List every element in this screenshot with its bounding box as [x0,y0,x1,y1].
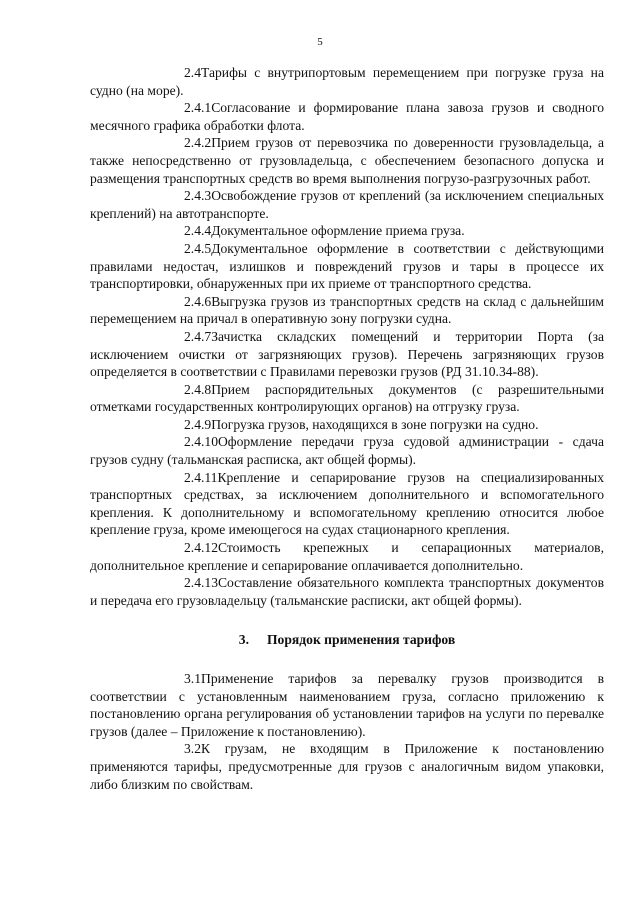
clause-text: Погрузка грузов, находящихся в зоне погрузки на судно. [211,416,539,432]
clause-number: 2.4.2 [184,135,212,151]
clause-paragraph [90,328,604,381]
clause-paragraph [90,293,604,328]
clause-paragraph [90,574,604,609]
clause-number: 2.4.11 [184,469,218,485]
clause-text: Применение тарифов за перевалку грузов производится в соответствии с установленным наименованием груза, согласно приложению к постановлению органа регулирования об установлении тарифов на услуги по перевалке грузов (далее – Приложение к постановлению). [90,671,604,739]
clause-text: Документальное оформление приема груза. [211,223,465,239]
clause-number: 2.4.1 [184,100,212,116]
clause-number: 2.4.5 [184,240,212,256]
clause-text: Выгрузка грузов из транспортных средств на склад с дальнейшим перемещением на причал в оперативную зону погрузки судна. [90,293,604,327]
clause-number: 2.4.3 [184,188,212,204]
clause-paragraph [90,134,604,187]
section-heading [90,631,604,649]
clause-paragraph [90,381,604,416]
clause-text: Освобождение грузов от креплений (за исключением специальных креплений) на автотранспорте. [90,188,604,221]
section-title: Порядок применения тарифов [266,632,456,648]
page-number: 5 [317,36,323,48]
clause-paragraph [90,469,604,539]
clause-number: 2.4.10 [184,434,218,450]
clause-number: 3.2 [184,741,201,757]
section-clause-list [90,670,604,793]
clause-number: 2.4.7 [184,328,212,344]
clause-number: 3.1 [184,671,201,686]
clause-text: Согласование и формирование плана завоза грузов и сводного месячного графика обработки флота. [90,100,604,133]
clause-text: Составление обязательного комплекта транспортных документов и передача его грузовладельцу (тальманские расписки, акт общей формы). [90,575,604,608]
clause-number: 2.4.13 [184,575,218,591]
clause-paragraph [90,670,604,740]
clause-text: Тарифы с внутрипортовым перемещением при погрузке груза на судно (на море). [90,65,604,98]
clause-paragraph [90,64,604,99]
clause-text: Зачистка складских помещений и территории Порта (за исключением очистки от загрязняющих грузов). Перечень загрязняющих грузов определяется в соответствии с Правилами перевозки грузов (РД 31.10.34-88). [90,328,604,380]
clause-paragraph [90,433,604,468]
clause-text: Прием распорядительных документов (с разрешительными отметками государственных контролирующих органов) на отгрузку груза. [90,381,604,415]
document-body [90,64,604,793]
clause-text: Прием грузов от перевозчика по доверенности грузовладельца, а также непосредственно от грузовладельца, с обеспечением безопасного допуска и размещения транспортных средств во время выполнения погрузо-разгрузочных работ. [90,135,604,186]
clause-paragraph [90,539,604,574]
clause-paragraph [90,222,604,240]
clause-text: Стоимость крепежных и сепарационных материалов, дополнительное крепление и сепарирование оплачивается дополнительно. [90,540,604,573]
clause-paragraph [90,416,604,434]
clause-text: Документальное оформление в соответствии с действующими правилами недостач, излишков и повреждений грузов и тары в процессе их транспортировки, обнаруженных при их приеме от транспортного средства. [90,240,604,292]
clause-number: 2.4 [184,65,201,80]
clause-number: 2.4.9 [184,416,212,432]
clause-number: 2.4.6 [184,293,212,309]
section-number: 3. [238,632,249,648]
clause-paragraph [90,740,604,793]
clause-text: Оформление передачи груза судовой администрации - сдача грузов судну (тальманская расписка, акт общей формы). [90,434,604,468]
clause-list [90,64,604,609]
clause-paragraph [90,99,604,134]
clause-text: К грузам, не входящим в Приложение к постановлению применяются тарифы, предусмотренные для грузов с аналогичным видом упаковки, либо близким по свойствам. [90,741,604,792]
clause-text: Крепление и сепарирование грузов на специализированных транспортных средствах, за исключением дополнительного и вспомогательного крепления. К дополнительному и вспомогательному креплению относится любое крепление груза, кроме имеющегося на судах стационарного крепления. [90,469,604,538]
clause-number: 2.4.8 [184,381,212,397]
clause-number: 2.4.4 [184,223,212,239]
clause-number: 2.4.12 [184,540,218,556]
clause-paragraph [90,240,604,293]
clause-paragraph [90,187,604,222]
